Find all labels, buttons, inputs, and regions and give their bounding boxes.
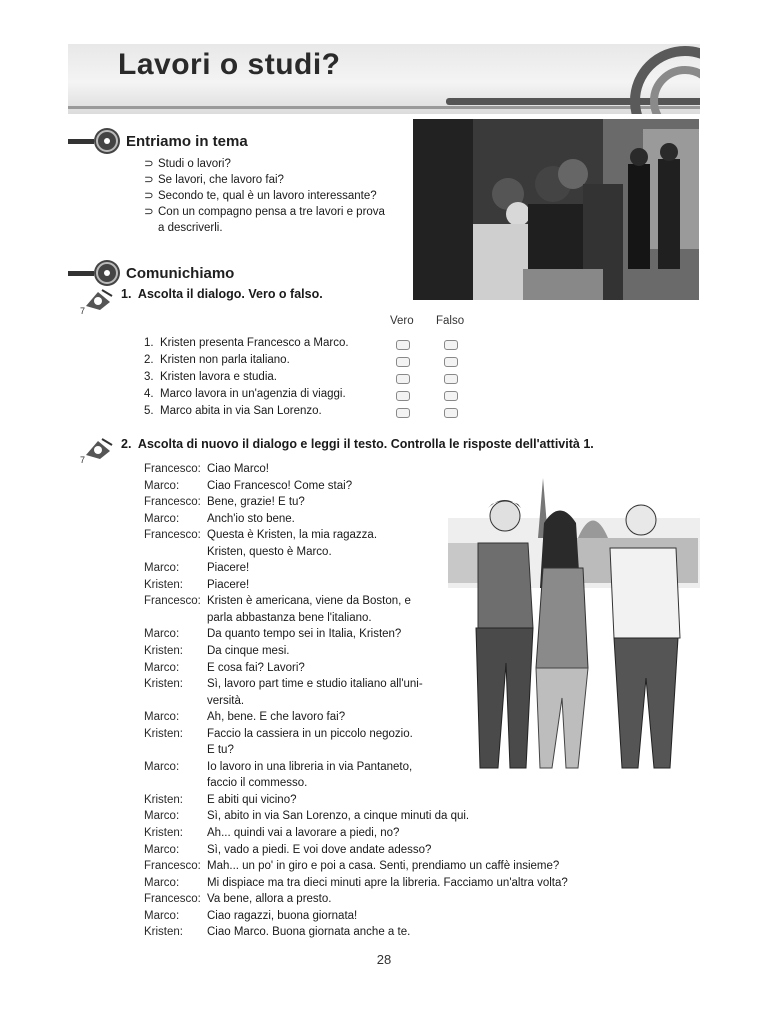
dialog-line: Piacere! xyxy=(207,578,250,591)
dialog-speaker: Marco: xyxy=(144,562,180,575)
list-item: ⊃ Con un compagno pensa a tre lavori e prova xyxy=(144,206,385,218)
dialog-line: Ciao Marco. Buona giornata anche a te. xyxy=(207,926,411,939)
dialog-line: faccio il commesso. xyxy=(207,777,308,790)
statement-row: 4. Marco lavora in un'agenzia di viaggi. xyxy=(144,388,346,400)
dialog-speaker: Marco: xyxy=(144,843,180,856)
vero-checkbox-2[interactable] xyxy=(396,357,410,367)
dialog-line: Anch'io sto bene. xyxy=(207,512,295,525)
dialog-row xyxy=(144,908,604,925)
dialog-line: Bene, grazie! E tu? xyxy=(207,496,305,509)
audio-cd-icon xyxy=(84,437,114,461)
dialog-speaker: Kristen: xyxy=(144,793,183,806)
dialog-speaker xyxy=(144,742,207,759)
audio-track-number: 7 xyxy=(80,306,86,316)
dialog-line: Faccio la cassiera in un piccolo negozio. xyxy=(207,727,413,740)
dialog-line: Sì, abito in via San Lorenzo, a cinque minuti da qui. xyxy=(207,810,470,823)
dialog-speaker: Marco: xyxy=(144,909,180,922)
list-item: a descriverli. xyxy=(158,222,223,234)
dialog-row xyxy=(144,792,604,809)
dialog-line: Kristen, questo è Marco. xyxy=(207,545,332,558)
dialog-line: Ah... quindi vai a lavorare a piedi, no? xyxy=(207,827,400,840)
dialog-line: parla abbastanza bene l'italiano. xyxy=(207,611,372,624)
dialog-line: Io lavoro in una libreria in via Pantaneto, xyxy=(207,760,413,773)
dialog-line: Questa è Kristen, la mia ragazza. xyxy=(207,529,378,542)
dialog-speaker: Marco: xyxy=(144,628,180,641)
falso-checkbox-1[interactable] xyxy=(444,340,458,350)
dialog-line: Sì, vado a piedi. E voi dove andate adesso? xyxy=(207,843,432,856)
dialog-speaker: Kristen: xyxy=(144,645,183,658)
exercise-1-title: 1. Ascolta il dialogo. Vero o falso. xyxy=(121,287,323,301)
banner-stripe xyxy=(68,106,700,109)
heading-line xyxy=(68,271,94,276)
dialog-line: Ciao Francesco! Come stai? xyxy=(207,479,353,492)
dialog-speaker xyxy=(144,775,207,792)
list-item: ⊃ Studi o lavori? xyxy=(144,158,231,170)
surgeons-photo xyxy=(413,119,699,300)
statement-row: 2. Kristen non parla italiano. xyxy=(144,354,290,366)
intro-questions xyxy=(144,156,404,236)
list-item: ⊃ Se lavori, che lavoro fai? xyxy=(144,174,284,186)
audio-cd-icon xyxy=(84,288,114,312)
dialog-row xyxy=(144,842,604,859)
column-header-falso: Falso xyxy=(436,315,465,327)
dialog-line: Da cinque mesi. xyxy=(207,645,290,658)
dialog-line: Ciao ragazzi, buona giornata! xyxy=(207,909,358,922)
true-false-list xyxy=(144,335,364,420)
falso-checkbox-4[interactable] xyxy=(444,391,458,401)
column-header-vero: Vero xyxy=(390,315,414,327)
dialog-line: versità. xyxy=(207,694,245,707)
section-title: Comunichiamo xyxy=(126,264,235,282)
vero-checkbox-3[interactable] xyxy=(396,374,410,384)
dialog-speaker: Francesco: xyxy=(144,860,201,873)
heading-line xyxy=(68,139,94,144)
dialog-speaker: Francesco: xyxy=(144,529,201,542)
dialog-row xyxy=(144,924,604,941)
dialog-speaker: Kristen: xyxy=(144,678,183,691)
target-icon xyxy=(96,262,118,284)
dialog-line: Da quanto tempo sei in Italia, Kristen? xyxy=(207,628,402,641)
dialog-speaker: Kristen: xyxy=(144,827,183,840)
statement-row: 5. Marco abita in via San Lorenzo. xyxy=(144,405,322,417)
dialog-row xyxy=(144,808,604,825)
dialog-speaker: Marco: xyxy=(144,661,180,674)
falso-checkbox-5[interactable] xyxy=(444,408,458,418)
section-heading-entriamo xyxy=(68,130,248,152)
dialog-speaker: Marco: xyxy=(144,711,180,724)
dialog-speaker: Francesco: xyxy=(144,893,201,906)
dialog-line: Mah... un po' in giro e poi a casa. Senti, prendiamo un caffè insieme? xyxy=(207,860,560,873)
dialog-speaker: Marco: xyxy=(144,876,180,889)
surgeons-photo-drawing xyxy=(413,119,699,300)
vero-checkbox-1[interactable] xyxy=(396,340,410,350)
arrow-bullet-icon: ⊃ xyxy=(144,190,154,202)
dialog-line: Ciao Marco! xyxy=(207,463,269,475)
dialog-line: Sì, lavoro part time e studio italiano all'uni- xyxy=(207,678,423,691)
dialog-line: E tu? xyxy=(207,744,234,757)
falso-checkbox-2[interactable] xyxy=(444,357,458,367)
dialog-speaker: Francesco: xyxy=(144,496,201,509)
dialog-row xyxy=(144,825,604,842)
dialog-line: E cosa fai? Lavori? xyxy=(207,661,305,674)
dialog-line: Mi dispiace ma tra dieci minuti apre la libreria. Facciamo un'altra volta? xyxy=(207,876,568,889)
audio-track-number: 7 xyxy=(80,455,86,465)
arrow-bullet-icon: ⊃ xyxy=(144,158,154,170)
arrow-bullet-icon: ⊃ xyxy=(144,174,154,186)
dialog-speaker xyxy=(144,693,207,710)
dialog-row xyxy=(144,858,604,875)
dialog-speaker: Kristen: xyxy=(144,727,183,740)
page-number: 28 xyxy=(376,952,392,967)
arrow-bullet-icon: ⊃ xyxy=(144,206,154,218)
dialog-line: Kristen è americana, viene da Boston, e xyxy=(207,595,411,608)
dialog-line: Ah, bene. E che lavoro fai? xyxy=(207,711,346,724)
dialog-speaker: Kristen: xyxy=(144,578,183,591)
dialog-speaker: Francesco: xyxy=(144,463,201,475)
dialog-speaker: Francesco: xyxy=(144,595,201,608)
dialog-speaker: Marco: xyxy=(144,810,180,823)
list-item: ⊃ Secondo te, qual è un lavoro interessante? xyxy=(144,190,377,202)
dialog-line: E abiti qui vicino? xyxy=(207,793,297,806)
dialog-row xyxy=(144,875,604,892)
dialog-speaker: Kristen: xyxy=(144,926,183,939)
exercise-2-title: 2. Ascolta di nuovo il dialogo e leggi il testo. Controlla le risposte dell'attività 1. xyxy=(121,437,594,451)
target-icon xyxy=(96,130,118,152)
dialog-row xyxy=(144,891,604,908)
vero-checkbox-5[interactable] xyxy=(396,408,410,418)
section-heading-comunichiamo xyxy=(68,262,234,284)
statement-row: 3. Kristen lavora e studia. xyxy=(144,371,277,383)
dialog-speaker: Marco: xyxy=(144,760,180,773)
dialog-speaker: Marco: xyxy=(144,479,180,492)
people-walking-illustration xyxy=(448,478,700,788)
falso-checkbox-3[interactable] xyxy=(444,374,458,384)
dialog-row xyxy=(144,461,604,478)
dialog-speaker xyxy=(144,544,207,561)
dialog-line: Va bene, allora a presto. xyxy=(207,893,332,906)
dialog-speaker xyxy=(144,610,207,627)
vero-checkbox-4[interactable] xyxy=(396,391,410,401)
page-title: Lavori o studi? xyxy=(118,48,341,81)
statement-row: 1. Kristen presenta Francesco a Marco. xyxy=(144,337,349,349)
section-title: Entriamo in tema xyxy=(126,132,248,150)
dialog-speaker: Marco: xyxy=(144,512,180,525)
dialog-line: Piacere! xyxy=(207,562,250,575)
